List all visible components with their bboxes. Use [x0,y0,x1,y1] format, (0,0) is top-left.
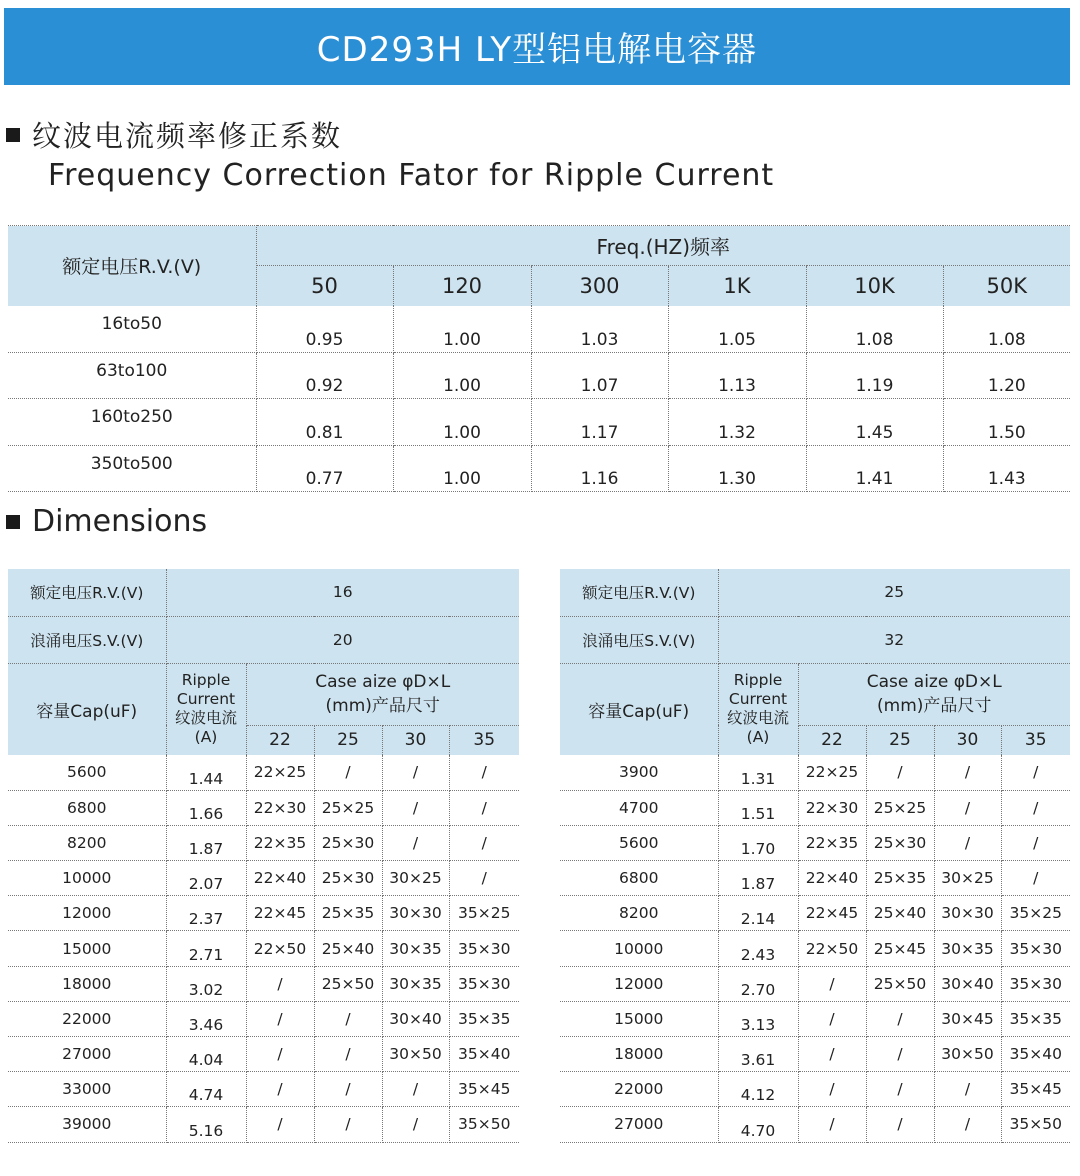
case-size-cell: 22×25 [246,755,314,790]
freq-column-header: 300 [531,266,668,306]
cap-cell: 27000 [560,1107,718,1142]
ripple-cell: 4.12 [718,1072,798,1107]
diameter-header: 25 [314,725,382,755]
ripple-cell: 4.04 [166,1037,246,1072]
dimensions-table-16v [8,569,519,1143]
case-size-cell: 25×50 [866,966,934,1001]
table-row [8,931,519,966]
case-size-cell: / [934,755,1001,790]
cap-cell: 15000 [8,931,166,966]
table-row [8,352,1070,399]
case-size-cell: 22×25 [798,755,866,790]
case-size-cell: 30×40 [934,966,1001,1001]
dimensions-heading-text: Dimensions [32,504,208,539]
cap-cell: 39000 [8,1107,166,1142]
ripple-header-line: 纹波电流 [174,709,237,728]
case-size-cell: 35×30 [449,931,519,966]
case-size-cell: / [866,1107,934,1142]
case-size-cell: 22×50 [246,931,314,966]
cap-cell: 4700 [560,790,718,825]
case-size-cell: 25×30 [314,861,382,896]
freq-value-cell: 1.19 [806,352,943,399]
case-size-cell: 22×30 [246,790,314,825]
freq-rv-cell: 160to250 [8,399,256,446]
freq-heading-cn: 纹波电流频率修正系数 [32,119,343,153]
freq-rv-header: 额定电压R.V.(V) [8,226,256,306]
freq-rv-cell: 63to100 [8,352,256,399]
case-size-cell: / [449,790,519,825]
cap-cell: 15000 [560,1001,718,1036]
case-size-cell: / [314,1001,382,1036]
ripple-cell: 1.70 [718,825,798,860]
case-size-cell: 30×25 [934,861,1001,896]
cap-cell: 22000 [8,1001,166,1036]
ripple-header-line: (A) [746,728,770,747]
case-size-cell: 22×40 [246,861,314,896]
case-size-header [798,663,1070,725]
cap-cell: 33000 [8,1072,166,1107]
diameter-header: 35 [449,725,519,755]
rv-value: 16 [166,569,519,616]
rv-label: 额定电压R.V.(V) [8,569,166,616]
table-row [560,896,1070,931]
ripple-cell: 3.02 [166,966,246,1001]
square-bullet-icon [6,515,20,529]
ripple-header [718,663,798,755]
freq-value-cell: 1.08 [943,306,1070,353]
dimensions-table-25v [560,569,1070,1143]
cap-cell: 6800 [8,790,166,825]
case-size-header [246,663,519,725]
freq-value-cell: 1.16 [531,445,668,492]
case-size-cell: 25×50 [314,966,382,1001]
ripple-header-line: Ripple [733,671,783,690]
diameter-header: 25 [866,725,934,755]
diameter-header: 35 [1001,725,1070,755]
case-size-cell: 35×45 [449,1072,519,1107]
case-size-cell: / [314,1072,382,1107]
case-size-cell: 30×45 [934,1001,1001,1036]
case-size-cell: 35×40 [1001,1037,1070,1072]
cap-cell: 18000 [560,1037,718,1072]
case-size-cell: 25×30 [866,825,934,860]
case-size-cell: / [449,861,519,896]
sv-label: 浪涌电压S.V.(V) [560,616,718,663]
case-size-cell: / [934,1107,1001,1142]
table-row [560,966,1070,1001]
case-size-cell: / [1001,790,1070,825]
freq-value-cell: 1.00 [393,445,531,492]
table-row [8,825,519,860]
case-size-cell: 25×40 [866,896,934,931]
case-size-cell: 30×50 [934,1037,1001,1072]
title-banner [4,8,1070,85]
ripple-header-line: Current [728,690,788,709]
page-title: CD293H LY型铝电解电容器 [316,30,758,70]
ripple-cell: 1.66 [166,790,246,825]
case-size-cell: 35×40 [449,1037,519,1072]
cap-header: 容量Cap(uF) [8,663,166,755]
cap-cell: 3900 [560,755,718,790]
ripple-cell: 2.70 [718,966,798,1001]
case-size-cell: / [1001,825,1070,860]
table-row [8,306,1070,353]
case-size-cell: 25×35 [866,861,934,896]
freq-value-cell: 1.00 [393,399,531,446]
freq-rv-cell: 350to500 [8,445,256,492]
rv-row [8,569,519,616]
rv-label: 额定电压R.V.(V) [560,569,718,616]
freq-header: Freq.(HZ)频率 [256,226,1070,266]
sv-value: 32 [718,616,1070,663]
case-size-cell: / [934,825,1001,860]
case-size-cell: / [798,966,866,1001]
diameter-header: 22 [246,725,314,755]
case-size-cell: 30×35 [382,931,449,966]
freq-value-cell: 0.92 [256,352,393,399]
case-size-cell: / [314,1107,382,1142]
table-row [560,1001,1070,1036]
table-row [8,1072,519,1107]
ripple-cell: 1.87 [718,861,798,896]
case-size-cell: 22×35 [246,825,314,860]
case-size-header-line2: (mm)产品尺寸 [325,696,440,716]
case-size-cell: 35×25 [1001,896,1070,931]
case-size-cell: 22×35 [798,825,866,860]
cap-cell: 12000 [560,966,718,1001]
case-size-cell: / [382,755,449,790]
freq-column-header: 120 [393,266,531,306]
case-size-cell: / [798,1072,866,1107]
case-size-cell: 30×35 [382,966,449,1001]
case-size-cell: 35×50 [449,1107,519,1142]
case-size-cell: / [449,755,519,790]
table-row [560,1107,1070,1142]
case-size-cell: / [1001,861,1070,896]
cap-cell: 6800 [560,861,718,896]
diameter-header: 22 [798,725,866,755]
cap-header: 容量Cap(uF) [560,663,718,755]
ripple-cell: 5.16 [166,1107,246,1142]
case-size-cell: / [866,755,934,790]
cap-cell: 5600 [560,825,718,860]
freq-heading-en: Frequency Correction Fator for Ripple Current [48,158,775,193]
sv-row [8,616,519,663]
dimensions-heading [6,504,207,539]
cap-cell: 10000 [8,861,166,896]
freq-value-cell: 1.08 [806,306,943,353]
case-size-cell: / [246,1001,314,1036]
table-row [8,1037,519,1072]
case-size-cell: 35×45 [1001,1072,1070,1107]
case-size-header-line2: (mm)产品尺寸 [877,696,992,716]
freq-value-cell: 1.30 [668,445,806,492]
case-size-cell: / [246,1107,314,1142]
freq-column-header: 1K [668,266,806,306]
table-row [8,896,519,931]
ripple-cell: 2.14 [718,896,798,931]
case-size-cell: / [798,1037,866,1072]
sv-label: 浪涌电压S.V.(V) [8,616,166,663]
ripple-cell: 1.87 [166,825,246,860]
case-size-cell: 25×45 [866,931,934,966]
case-size-cell: 22×45 [246,896,314,931]
case-size-cell: / [314,1037,382,1072]
square-bullet-icon [6,128,20,142]
freq-value-cell: 1.13 [668,352,806,399]
diameter-header: 30 [382,725,449,755]
ripple-cell: 3.61 [718,1037,798,1072]
table-row [560,1037,1070,1072]
freq-value-cell: 1.41 [806,445,943,492]
case-size-cell: / [382,1107,449,1142]
freq-value-cell: 1.03 [531,306,668,353]
freq-value-cell: 1.05 [668,306,806,353]
freq-value-cell: 1.20 [943,352,1070,399]
rv-row [560,569,1070,616]
case-size-cell: / [866,1037,934,1072]
case-size-cell: 35×35 [1001,1001,1070,1036]
freq-value-cell: 0.77 [256,445,393,492]
freq-correction-table [8,225,1070,492]
table-row [560,1072,1070,1107]
header-row [560,663,1070,725]
freq-value-cell: 1.50 [943,399,1070,446]
case-size-cell: 35×30 [1001,931,1070,966]
case-size-cell: 35×30 [1001,966,1070,1001]
case-size-cell: 30×50 [382,1037,449,1072]
case-size-cell: 35×30 [449,966,519,1001]
ripple-cell: 4.74 [166,1072,246,1107]
case-size-cell: / [934,790,1001,825]
table-row [8,399,1070,446]
table-row [560,931,1070,966]
case-size-cell: 35×50 [1001,1107,1070,1142]
case-size-cell: 22×30 [798,790,866,825]
freq-value-cell: 1.00 [393,306,531,353]
table-row [8,1107,519,1142]
case-size-header-line1: Case aize φD×L [315,672,451,692]
case-size-cell: / [934,1072,1001,1107]
table-row [8,1001,519,1036]
table-row [8,966,519,1001]
case-size-cell: 25×25 [314,790,382,825]
freq-value-cell: 0.95 [256,306,393,353]
ripple-header-line: Ripple [181,671,231,690]
case-size-cell: 25×35 [314,896,382,931]
freq-value-cell: 1.17 [531,399,668,446]
freq-column-header: 50 [256,266,393,306]
table-row [560,755,1070,790]
freq-value-cell: 1.07 [531,352,668,399]
case-size-cell: 25×25 [866,790,934,825]
case-size-cell: 35×35 [449,1001,519,1036]
case-size-cell: / [246,1037,314,1072]
ripple-cell: 3.13 [718,1001,798,1036]
case-size-header-line1: Case aize φD×L [866,672,1002,692]
cap-cell: 27000 [8,1037,166,1072]
case-size-cell: / [449,825,519,860]
ripple-header [166,663,246,755]
ripple-cell: 2.37 [166,896,246,931]
case-size-cell: 30×30 [934,896,1001,931]
case-size-cell: 35×25 [449,896,519,931]
table-row [8,861,519,896]
ripple-cell: 1.51 [718,790,798,825]
table-row [8,790,519,825]
cap-cell: 5600 [8,755,166,790]
table-row [8,445,1070,492]
freq-rv-cell: 16to50 [8,306,256,353]
ripple-cell: 3.46 [166,1001,246,1036]
freq-column-header: 10K [806,266,943,306]
case-size-cell: / [246,966,314,1001]
rv-value: 25 [718,569,1070,616]
case-size-cell: / [382,1072,449,1107]
sv-value: 20 [166,616,519,663]
freq-column-header: 50K [943,266,1070,306]
freq-value-cell: 1.00 [393,352,531,399]
table-row [560,825,1070,860]
case-size-cell: / [246,1072,314,1107]
ripple-header-line: Current [176,690,236,709]
header-row [8,663,519,725]
ripple-cell: 2.07 [166,861,246,896]
table-row [8,755,519,790]
cap-cell: 22000 [560,1072,718,1107]
case-size-cell: 22×45 [798,896,866,931]
freq-value-cell: 1.32 [668,399,806,446]
case-size-cell: / [314,755,382,790]
case-size-cell: 22×40 [798,861,866,896]
case-size-cell: 30×35 [934,931,1001,966]
ripple-cell: 2.71 [166,931,246,966]
case-size-cell: 25×30 [314,825,382,860]
table-row [560,790,1070,825]
case-size-cell: 30×40 [382,1001,449,1036]
sv-row [560,616,1070,663]
case-size-cell: 30×30 [382,896,449,931]
ripple-cell: 1.44 [166,755,246,790]
case-size-cell: 25×40 [314,931,382,966]
diameter-header: 30 [934,725,1001,755]
ripple-cell: 4.70 [718,1107,798,1142]
ripple-header-line: (A) [194,728,218,747]
cap-cell: 8200 [8,825,166,860]
ripple-cell: 1.31 [718,755,798,790]
cap-cell: 10000 [560,931,718,966]
case-size-cell: / [798,1107,866,1142]
case-size-cell: / [866,1072,934,1107]
table-row [560,861,1070,896]
case-size-cell: 22×50 [798,931,866,966]
cap-cell: 8200 [560,896,718,931]
case-size-cell: / [382,825,449,860]
case-size-cell: / [382,790,449,825]
freq-value-cell: 0.81 [256,399,393,446]
case-size-cell: / [866,1001,934,1036]
cap-cell: 18000 [8,966,166,1001]
cap-cell: 12000 [8,896,166,931]
freq-value-cell: 1.45 [806,399,943,446]
case-size-cell: 30×25 [382,861,449,896]
ripple-cell: 2.43 [718,931,798,966]
freq-value-cell: 1.43 [943,445,1070,492]
ripple-header-line: 纹波电流 [726,709,789,728]
case-size-cell: / [798,1001,866,1036]
freq-section-heading [6,114,342,155]
case-size-cell: / [1001,755,1070,790]
